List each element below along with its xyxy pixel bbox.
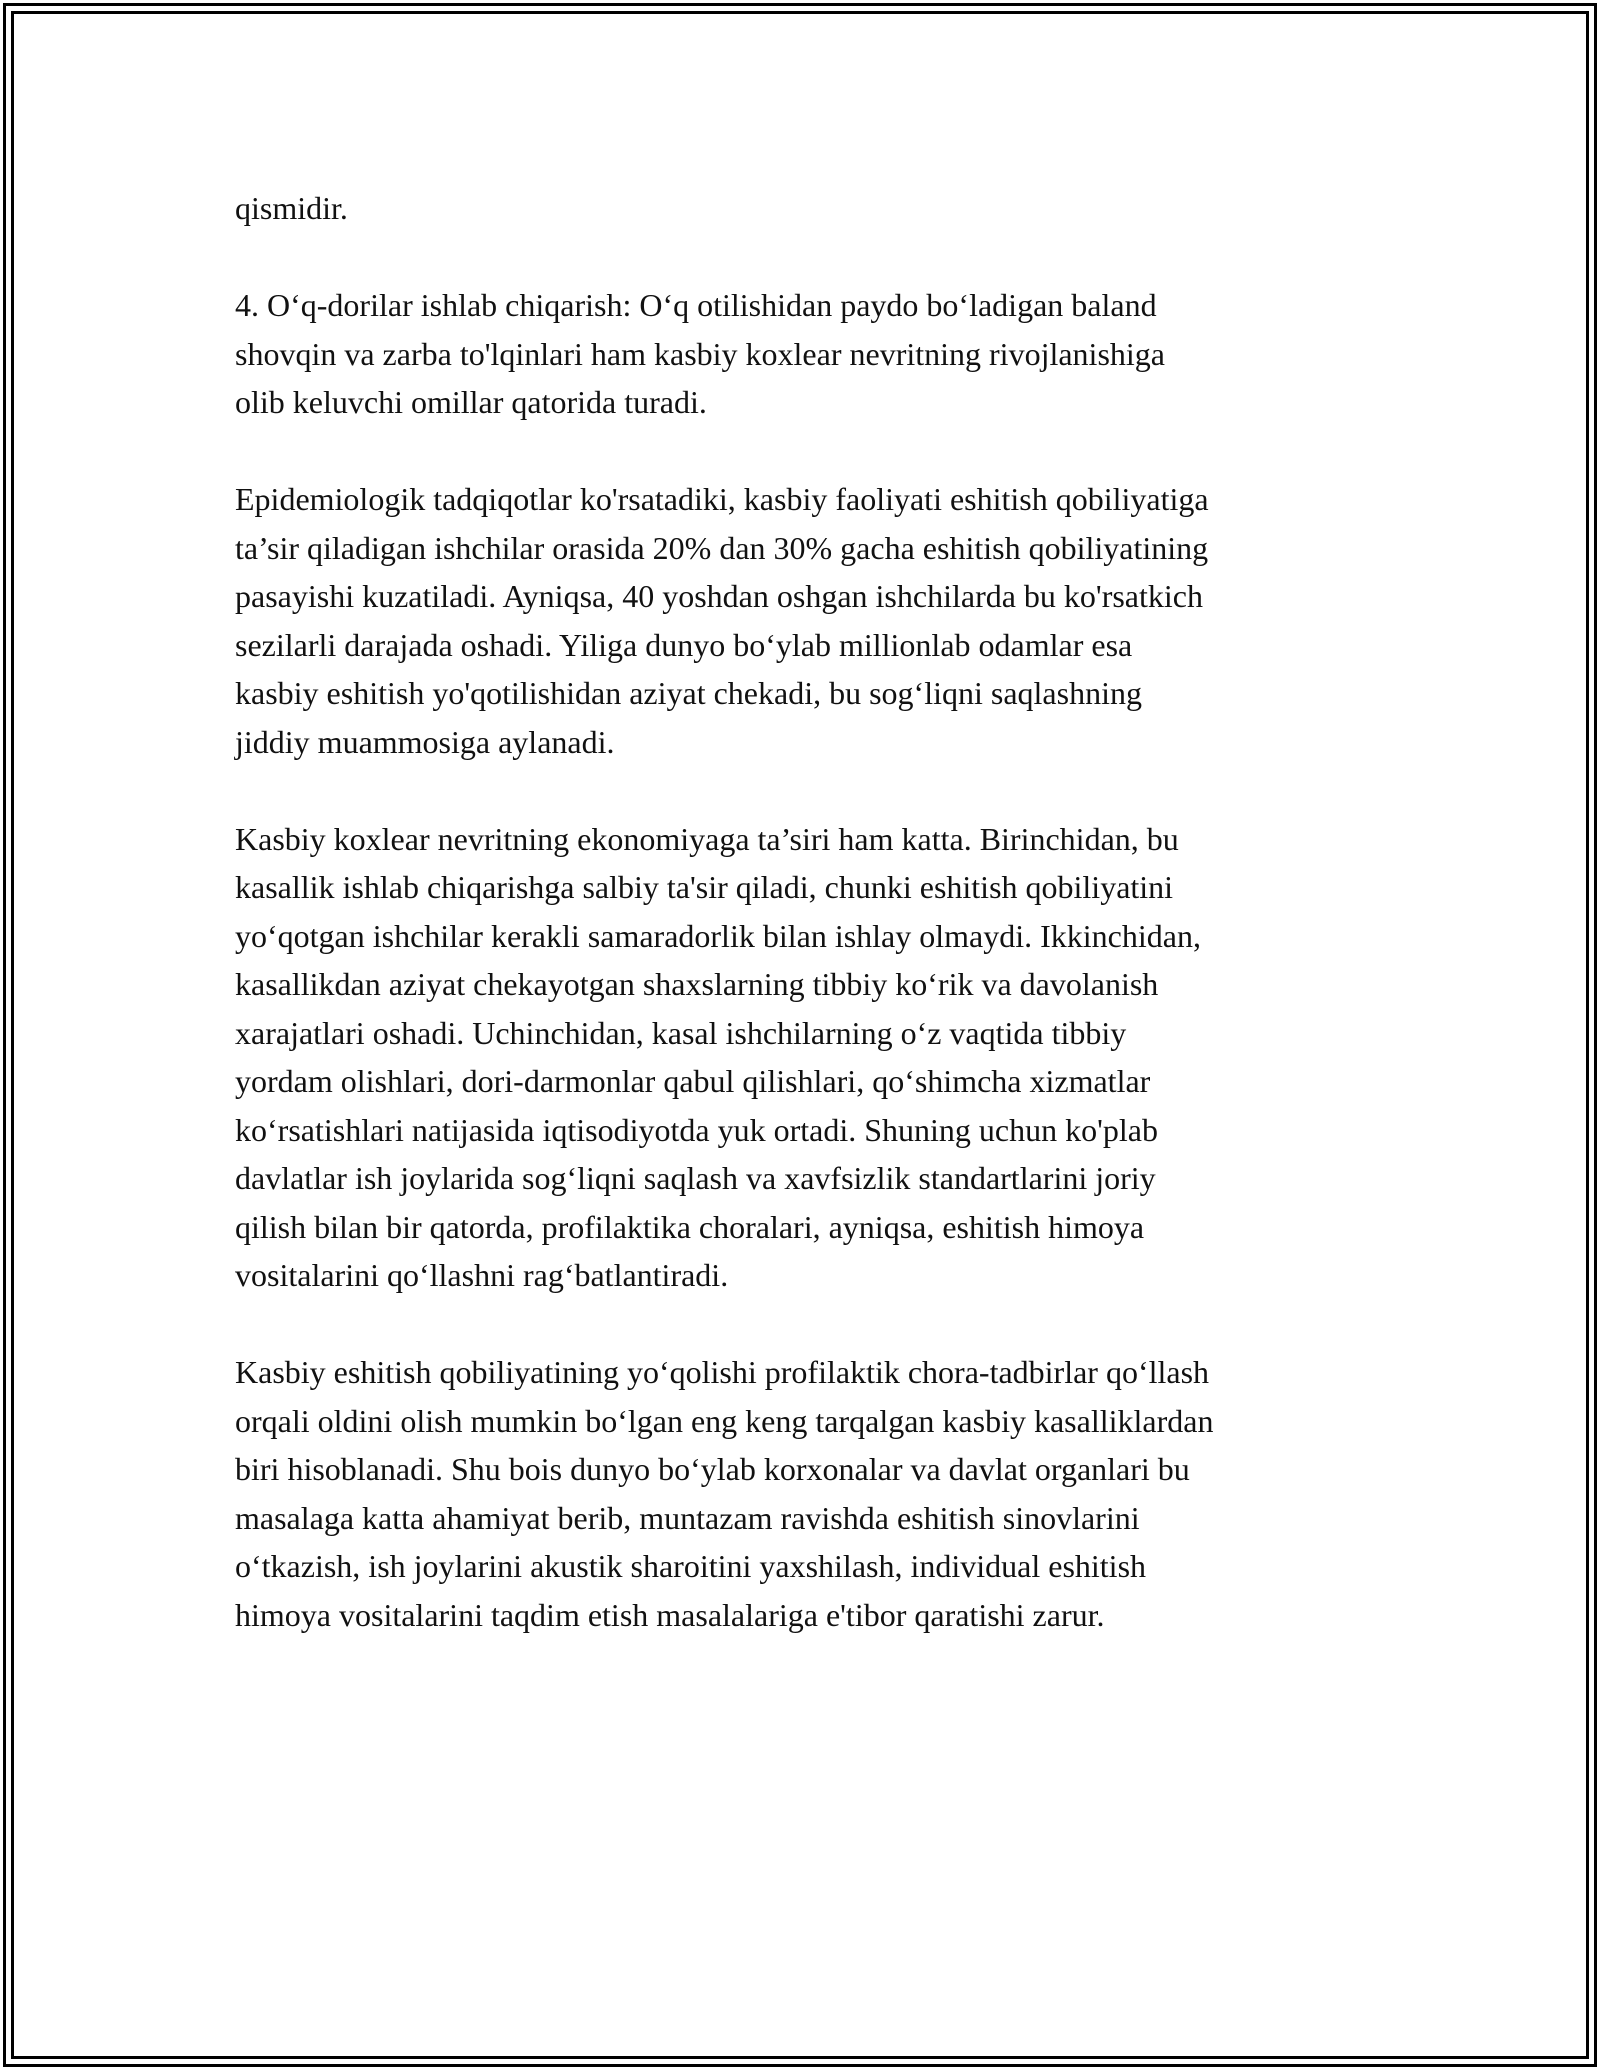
text-line: xarajatlari oshadi. Uchinchidan, kasal ishchilarning o‘z vaqtida tibbiy	[235, 1014, 1127, 1051]
text-line: Kasbiy eshitish qobiliyatining yo‘qolishi profilaktik chora-tadbirlar qo‘llash	[235, 1354, 1210, 1390]
text-line: orqali oldini olish mumkin bo‘lgan eng keng tarqalgan kasbiy kasalliklardan	[235, 1402, 1214, 1439]
text-line: kasallik ishlab chiqarishga salbiy ta'sir qiladi, chunki eshitish qobiliyatini	[235, 869, 1174, 905]
text-line: kasbiy eshitish yo'qotilishidan aziyat chekadi, bu sog‘liqni saqlashning	[235, 675, 1142, 711]
paragraph-prevention	[235, 1348, 1380, 1639]
text-line: Epidemiologik tadqiqotlar ko'rsatadiki, kasbiy faoliyati eshitish qobiliyatiga	[235, 481, 1209, 517]
text-line: o‘tkazish, ish joylarini akustik sharoitini yaxshilash, individual eshitish	[235, 1548, 1147, 1584]
text-line: ko‘rsatishlari natijasida iqtisodiyotda yuk ortadi. Shuning uchun ko'plab	[235, 1111, 1158, 1148]
text-line: biri hisoblanadi. Shu bois dunyo bo‘ylab korxonalar va davlat organlari bu	[235, 1451, 1190, 1487]
text-line: olib keluvchi omillar qatorida turadi.	[235, 384, 707, 420]
text-line: Kasbiy koxlear nevritning ekonomiyaga ta’siri ham katta. Birinchidan, bu	[235, 820, 1179, 857]
text-line: himoya vositalarini taqdim etish masalalariga e'tibor qaratishi zarur.	[235, 1596, 1105, 1633]
text-line: shovqin va zarba to'lqinlari ham kasbiy koxlear nevritning rivojlanishiga	[235, 335, 1165, 372]
text-line: davlatlar ish joylarida sog‘liqni saqlash va xavfsizlik standartlarini joriy	[235, 1160, 1156, 1196]
text-line: 4. O‘q-dorilar ishlab chiqarish: O‘q otilishidan paydo bo‘ladigan baland	[235, 287, 1157, 323]
paragraph-epidemiology	[235, 475, 1380, 766]
paragraph-continuation	[235, 184, 1380, 233]
text-line: kasallikdan aziyat chekayotgan shaxslarning tibbiy ko‘rik va davolanish	[235, 966, 1159, 1002]
text-line: yordam olishlari, dori-darmonlar qabul qilishlari, qo‘shimcha xizmatlar	[235, 1063, 1151, 1099]
text-line: pasayishi kuzatiladi. Ayniqsa, 40 yoshdan oshgan ishchilarda bu ko'rsatkich	[235, 578, 1203, 614]
text-line: yo‘qotgan ishchilar kerakli samaradorlik bilan ishlay olmaydi. Ikkinchidan,	[235, 917, 1201, 954]
document-body	[235, 184, 1380, 1688]
paragraph-ammunition-production	[235, 281, 1380, 427]
text-line: vositalarini qo‘llashni rag‘batlantiradi.	[235, 1257, 729, 1293]
text-line: sezilarli darajada oshadi. Yiliga dunyo bo‘ylab millionlab odamlar esa	[235, 626, 1133, 663]
text-line: qilish bilan bir qatorda, profilaktika choralari, ayniqsa, eshitish himoya	[235, 1208, 1145, 1245]
paragraph-economic-impact	[235, 815, 1380, 1300]
text-line: ta’sir qiladigan ishchilar orasida 20% dan 30% gacha eshitish qobiliyatining	[235, 529, 1209, 566]
text-line: masalaga katta ahamiyat berib, muntazam ravishda eshitish sinovlarini	[235, 1499, 1140, 1536]
text-line: jiddiy muammosiga aylanadi.	[235, 723, 615, 760]
text-line: qismidir.	[235, 190, 348, 226]
